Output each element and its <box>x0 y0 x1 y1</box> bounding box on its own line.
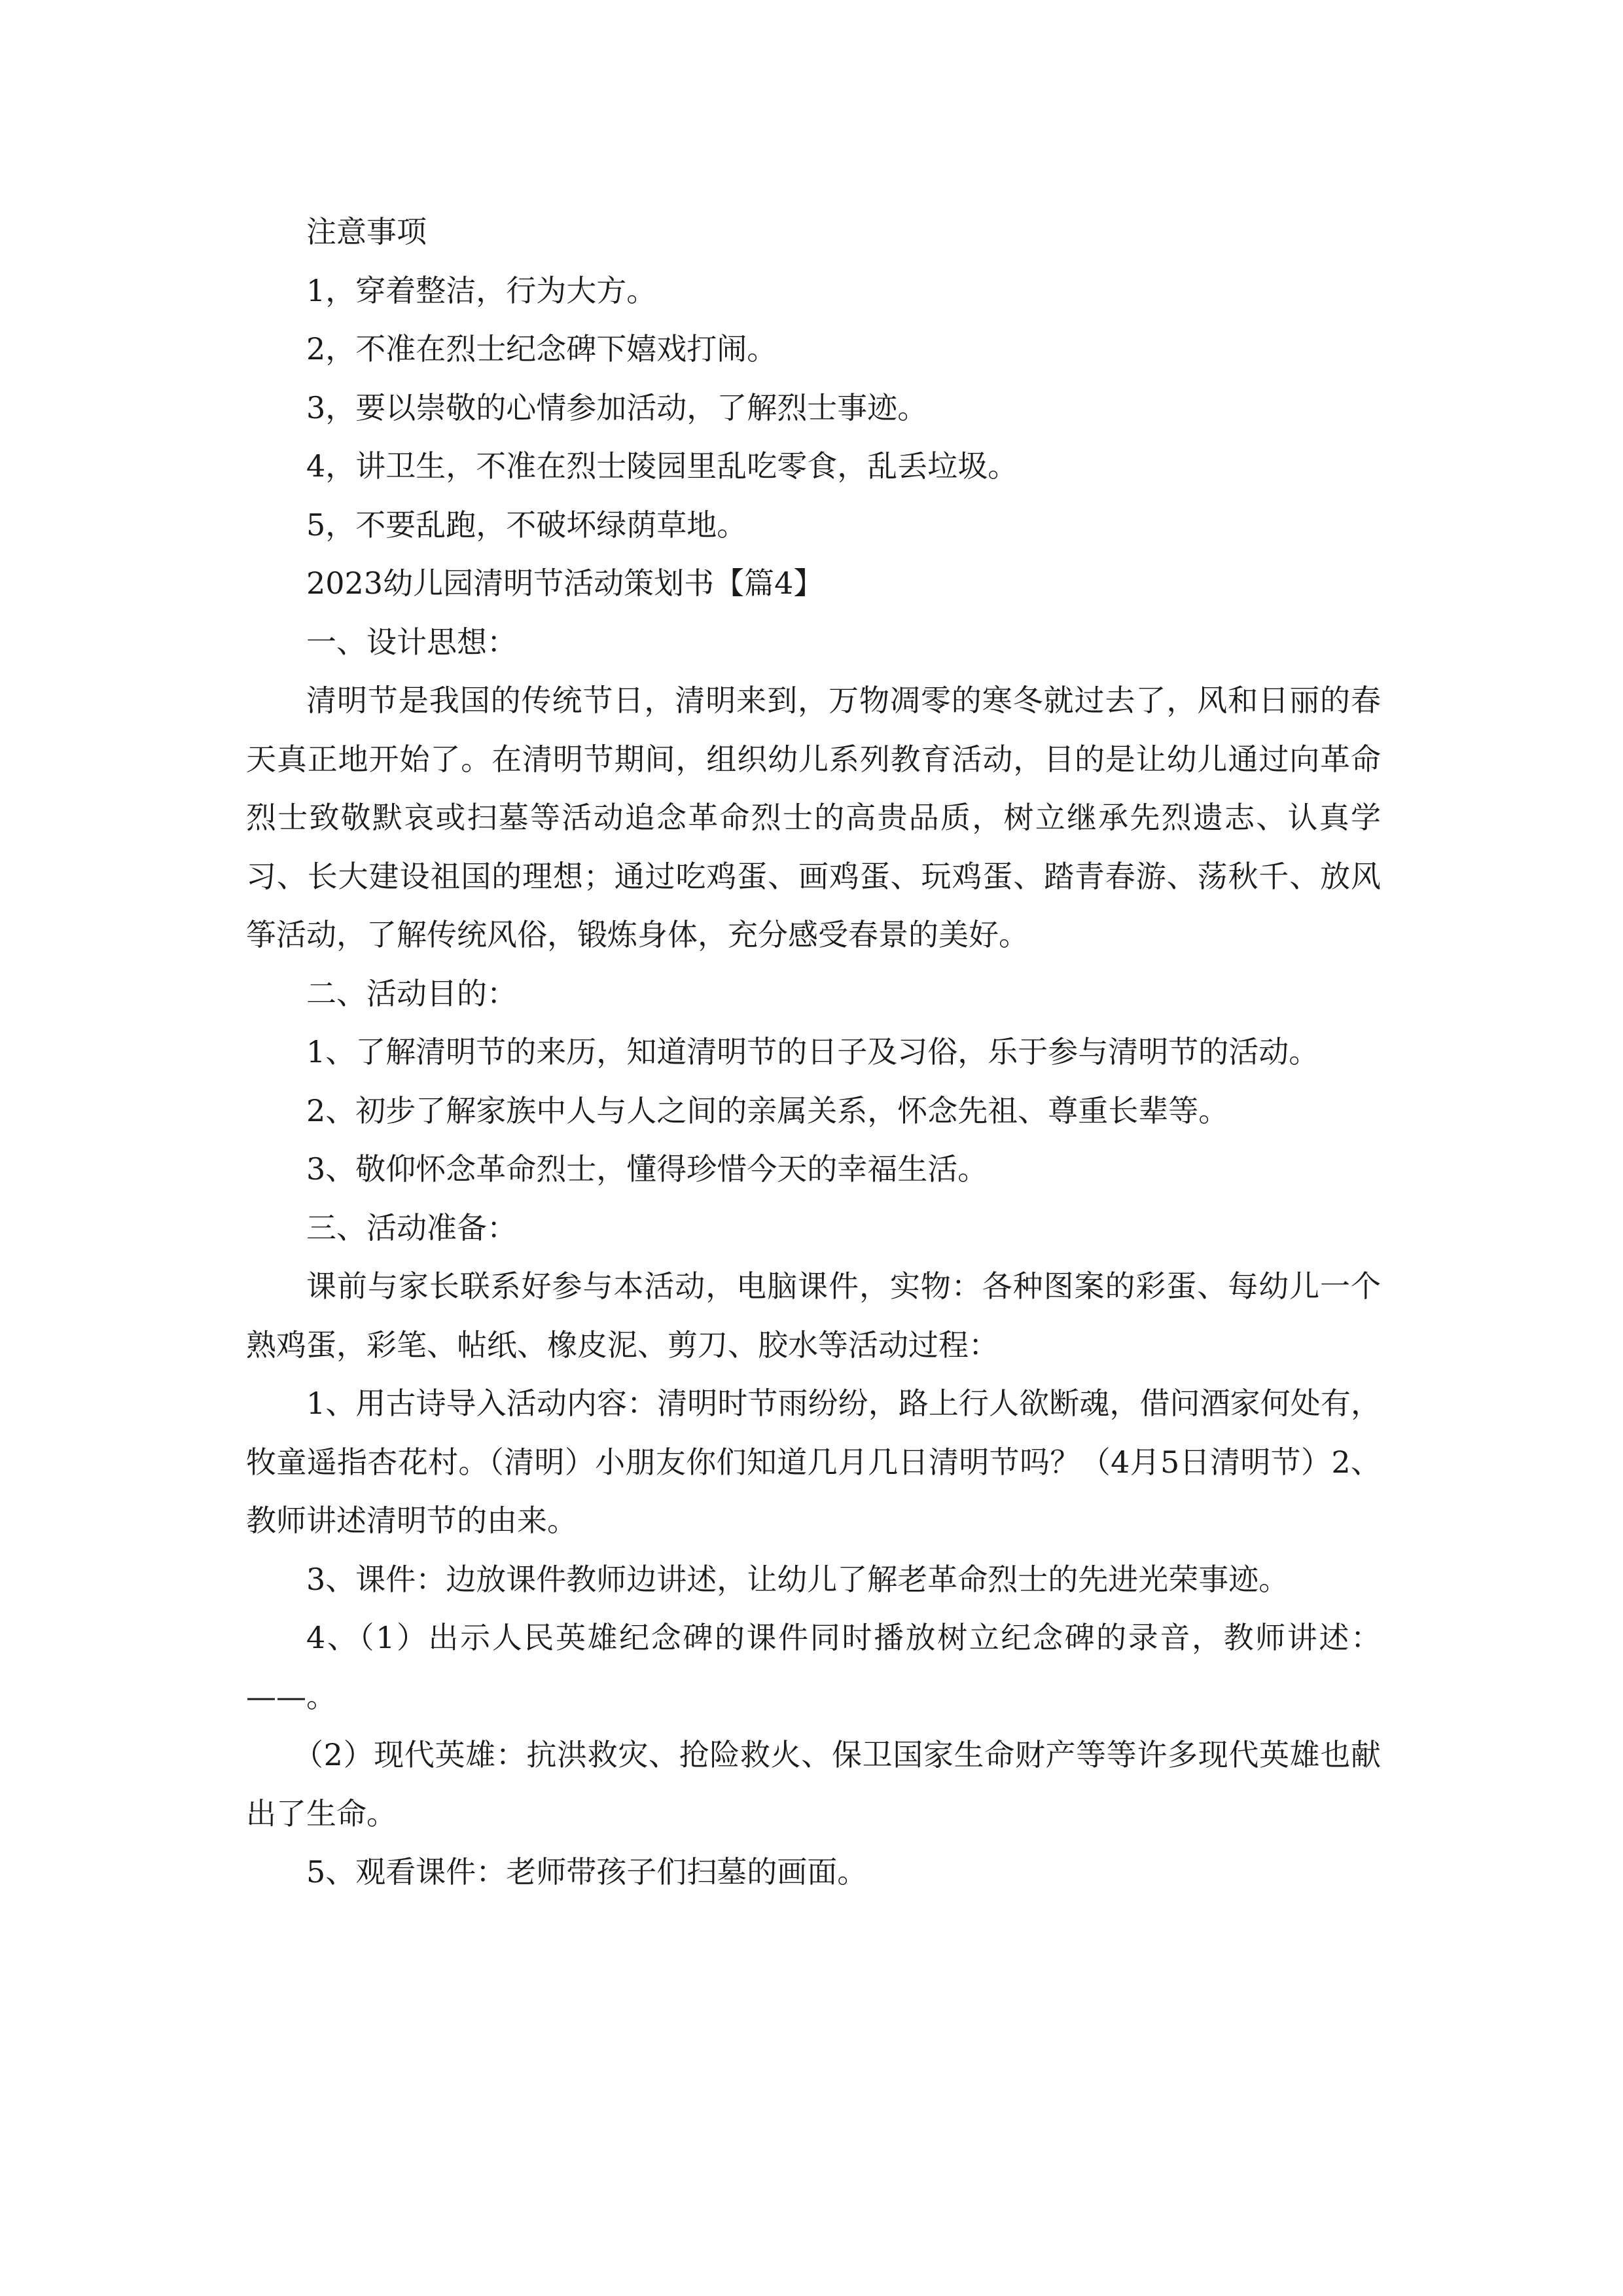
section-heading-goals: 二、活动目的： <box>306 975 517 1011</box>
note-item-1: 1，穿着整洁，行为大方。 <box>306 272 657 308</box>
note-item-4: 4，讲卫生，不准在烈士陵园里乱吃零食，乱丢垃圾。 <box>306 448 1018 484</box>
goal-item-3: 3、敬仰怀念革命烈士，懂得珍惜今天的幸福生活。 <box>306 1151 988 1187</box>
goal-item-2: 2、初步了解家族中人与人之间的亲属关系，怀念先祖、尊重长辈等。 <box>306 1092 1229 1128</box>
document-body <box>246 203 1381 1902</box>
section-heading-notes: 注意事项 <box>306 214 427 249</box>
preparation-paragraph: 课前与家长联系好参与本活动，电脑课件，实物：各种图案的彩蛋、每幼儿一个熟鸡蛋，彩笔、帖纸、橡皮泥、剪刀、胶水等活动过程： <box>246 1268 1381 1363</box>
section-heading-design: 一、设计思想： <box>306 624 517 660</box>
process-step-1: 1、用古诗导入活动内容：清明时节雨纷纷，路上行人欲断魂，借问酒家何处有，牧童遥指杏花村。（清明）小朋友你们知道几月几日清明节吗？（4月5日清明节）2、教师讲述清明节的由来。 <box>246 1386 1381 1538</box>
goal-item-1: 1、了解清明节的来历，知道清明节的日子及习俗，乐于参与清明节的活动。 <box>306 1034 1319 1069</box>
process-step-3: 3、课件：边放课件教师边讲述，让幼儿了解老革命烈士的先进光荣事迹。 <box>306 1561 1289 1597</box>
process-step-4: 4、（1）出示人民英雄纪念碑的课件同时播放树立纪念碑的录音，教师讲述：——。 <box>246 1620 1381 1714</box>
process-step-4-2: （2）现代英雄：抗洪救灾、抢险救火、保卫国家生命财产等等许多现代英雄也献出了生命。 <box>246 1737 1381 1831</box>
document-title: 2023幼儿园清明节活动策划书【篇4】 <box>306 565 824 601</box>
section-heading-preparation: 三、活动准备： <box>306 1210 517 1246</box>
design-paragraph: 清明节是我国的传统节日，清明来到，万物凋零的寒冬就过去了，风和日丽的春天真正地开始了。在清明节期间，组织幼儿系列教育活动，目的是让幼儿通过向革命烈士致敬默哀或扫墓等活动追念革命烈士的高贵品质，树立继承先烈遗志、认真学习、长大建设祖国的理想；通过吃鸡蛋、画鸡蛋、玩鸡蛋、踏青春游、荡秋千、放风筝活动，了解传统风俗，锻炼身体，充分感受春景的美好。 <box>246 683 1381 952</box>
note-item-5: 5，不要乱跑，不破坏绿荫草地。 <box>306 507 747 543</box>
note-item-2: 2，不准在烈士纪念碑下嬉戏打闹。 <box>306 331 777 367</box>
note-item-3: 3，要以崇敬的心情参加活动，了解烈士事迹。 <box>306 389 928 425</box>
process-step-5: 5、观看课件：老师带孩子们扫墓的画面。 <box>306 1854 868 1890</box>
